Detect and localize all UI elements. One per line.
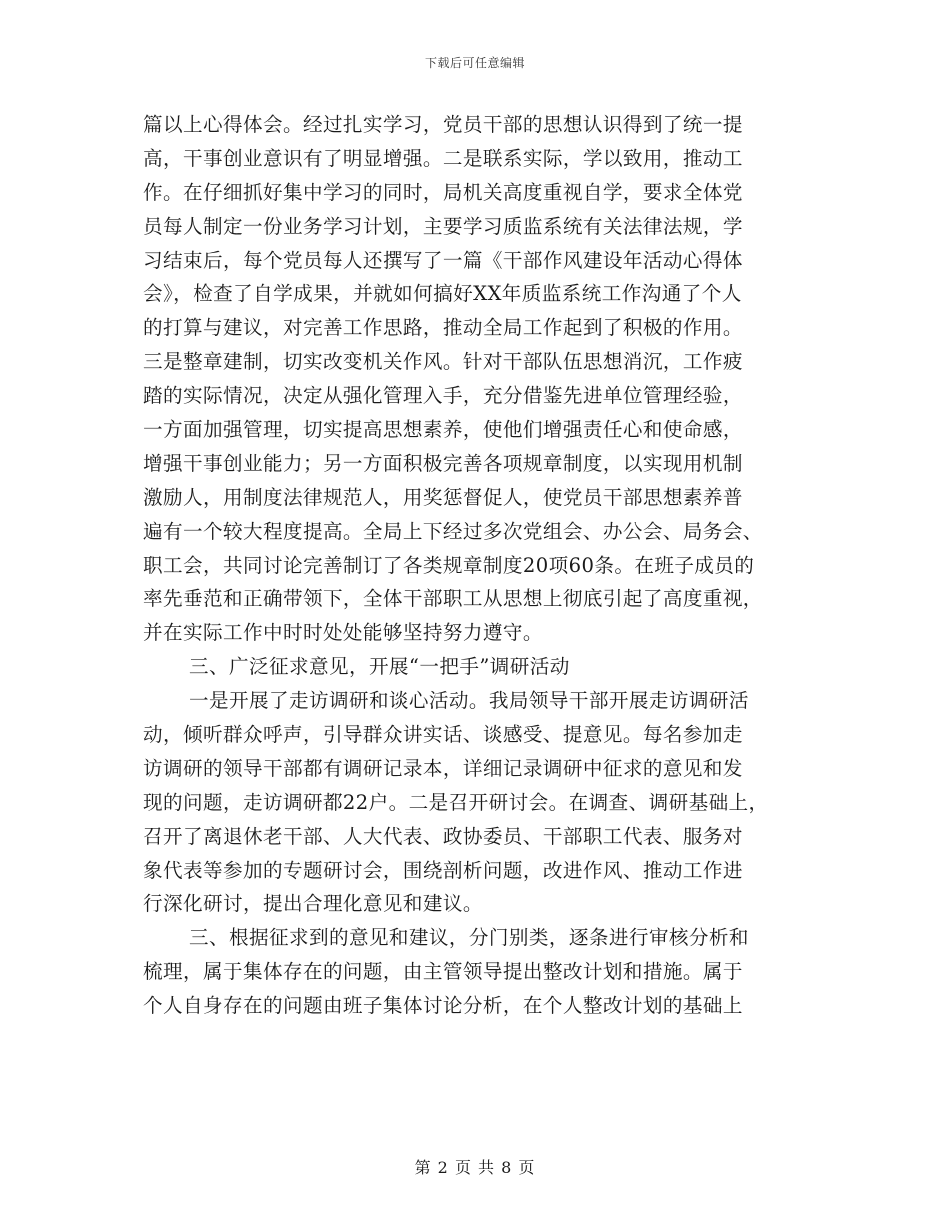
page-number-footer: 第 2 页 共 8 页 <box>414 1158 536 1177</box>
text-line: 梳理，属于集体存在的问题，由主管领导提出整改计划和措施。属于 <box>143 960 743 984</box>
text-line: 一是开展了走访调研和谈心活动。我局领导干部开展走访调研活 <box>189 689 749 713</box>
document-body <box>143 108 813 1023</box>
text-line: 习结束后，每个党员每人还撰写了一篇《干部作风建设年活动心得体 <box>143 248 743 272</box>
text-line: 象代表等参加的专题研讨会，围绕剖析问题，改进作风、推动工作进 <box>143 858 743 882</box>
text-line: 三、根据征求到的意见和建议，分门别类，逐条进行审核分析和 <box>189 926 749 950</box>
text-line: 增强干事创业能力；另一方面积极完善各项规章制度，以实现用机制 <box>143 451 743 475</box>
text-line: 激励人，用制度法律规范人，用奖惩督促人，使党员干部思想素养普 <box>143 485 743 509</box>
text-line: 动，倾听群众呼声，引导群众讲实话、谈感受、提意见。每名参加走 <box>143 723 743 747</box>
text-line: 高，干事创业意识有了明显增强。二是联系实际，学以致用，推动工 <box>143 146 743 170</box>
text-line: 员每人制定一份业务学习计划，主要学习质监系统有关法律法规，学 <box>143 214 743 238</box>
text-line: 召开了离退休老干部、人大代表、政协委员、干部职工代表、服务对 <box>143 824 743 848</box>
text-line: 三是整章建制，切实改变机关作风。针对干部队伍思想消沉，工作疲 <box>143 350 743 374</box>
page-header: 下载后可任意编辑 <box>424 56 525 70</box>
text-line: 三、广泛征求意见，开展“一把手”调研活动 <box>189 655 570 679</box>
text-line: 的打算与建议，对完善工作思路，推动全局工作起到了积极的作用。 <box>143 316 743 340</box>
text-line: 作。在仔细抓好集中学习的同时，局机关高度重视自学，要求全体党 <box>143 180 743 204</box>
text-line: 率先垂范和正确带领下，全体干部职工从思想上彻底引起了高度重视， <box>143 587 763 611</box>
text-line: 现的问题，走访调研都22户。二是召开研讨会。在调查、调研基础上， <box>143 790 769 814</box>
text-line: 会》，检查了自学成果，并就如何搞好XX年质监系统工作沟通了个人 <box>143 282 742 306</box>
text-line: 职工会，共同讨论完善制订了各类规章制度20项60条。在班子成员的 <box>143 553 755 577</box>
text-line: 遍有一个较大程度提高。全局上下经过多次党组会、办公会、局务会、 <box>143 519 763 543</box>
text-line: 行深化研讨，提出合理化意见和建议。 <box>143 892 483 916</box>
text-line: 个人自身存在的问题由班子集体讨论分析，在个人整改计划的基础上 <box>143 994 743 1018</box>
text-line: 并在实际工作中时时处处能够坚持努力遵守。 <box>143 621 543 645</box>
text-line: 访调研的领导干部都有调研记录本，详细记录调研中征求的意见和发 <box>143 756 743 780</box>
text-line: 踏的实际情况，决定从强化管理入手，充分借鉴先进单位管理经验， <box>143 384 743 408</box>
text-line: 篇以上心得体会。经过扎实学习，党员干部的思想认识得到了统一提 <box>143 113 743 136</box>
text-line: 一方面加强管理，切实提高思想素养，使他们增强责任心和使命感， <box>143 418 743 442</box>
